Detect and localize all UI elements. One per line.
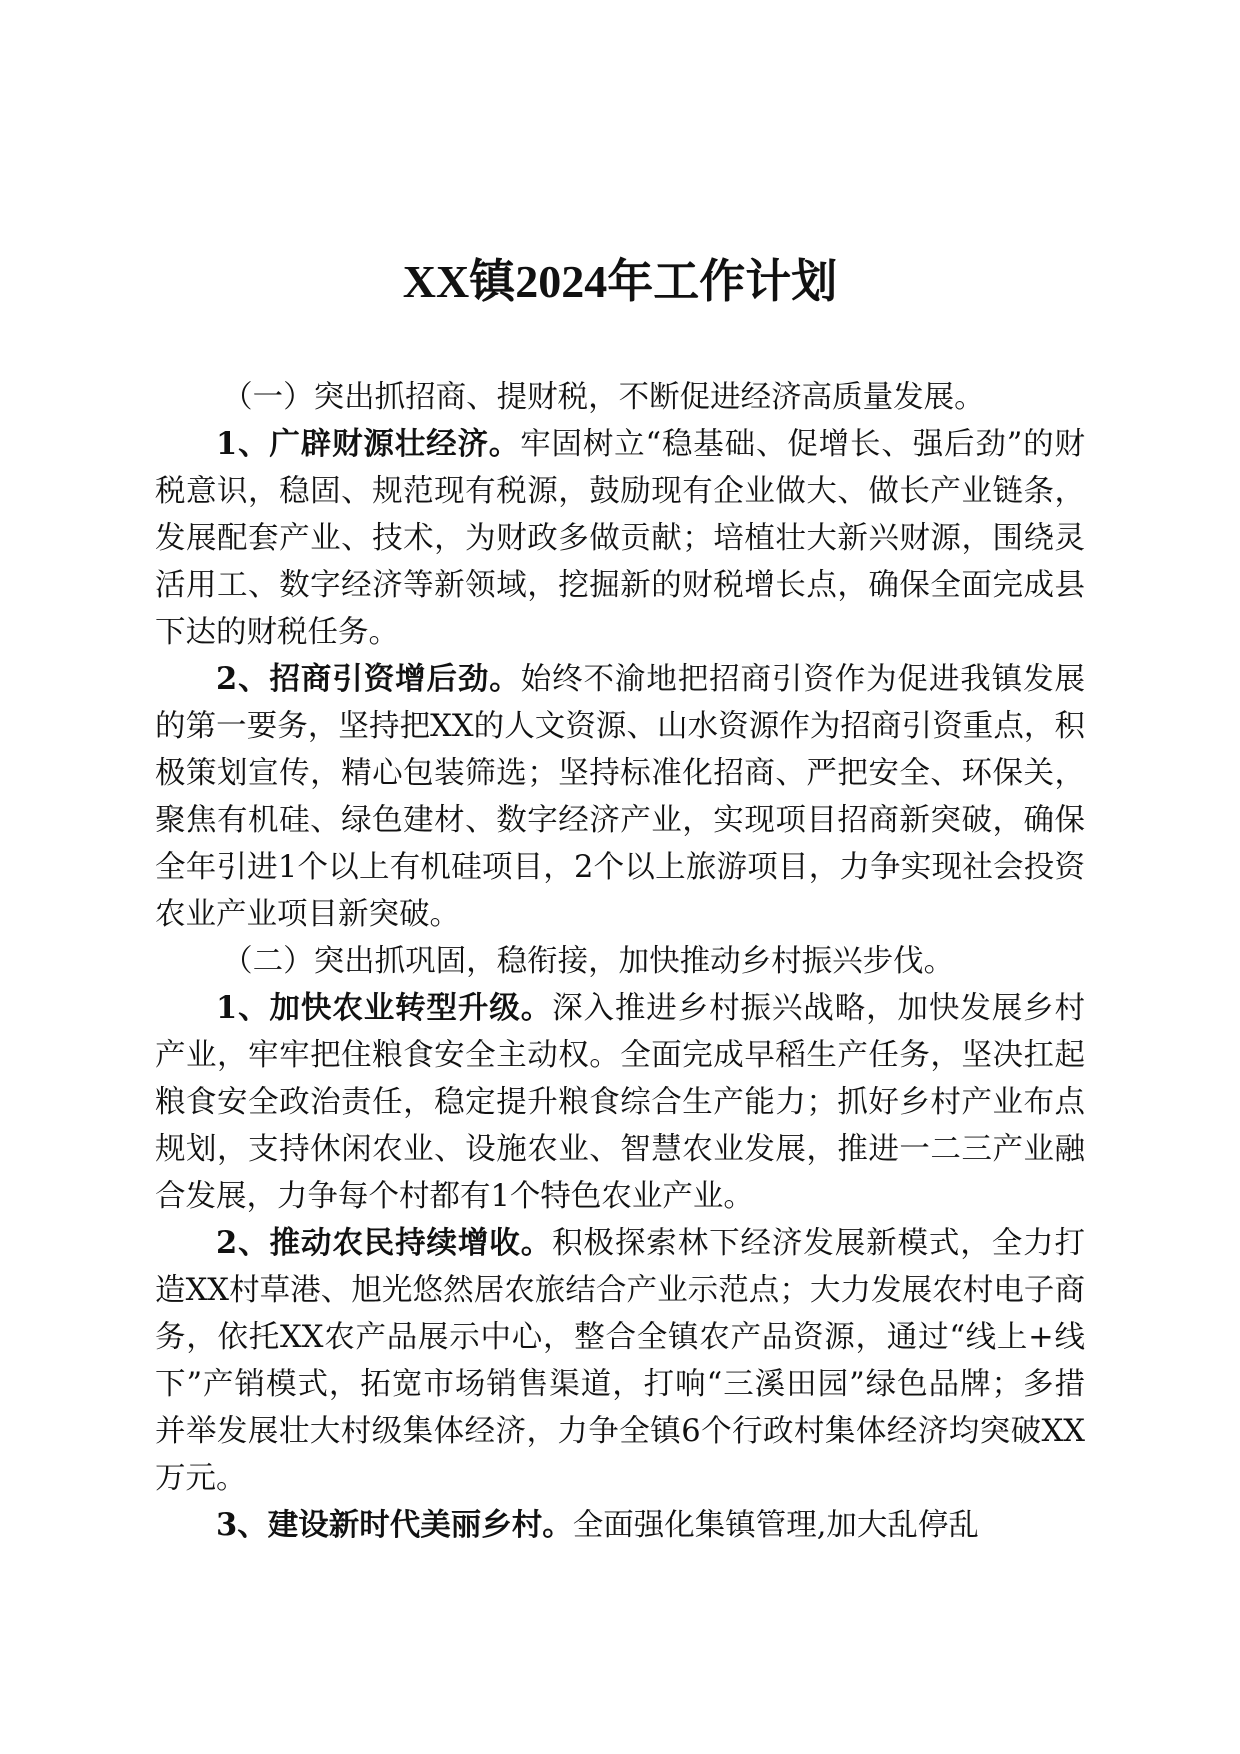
document-title: XX镇2024年工作计划	[402, 256, 838, 307]
paragraph-lead: 2、招商引资增后劲。	[216, 661, 521, 697]
section-heading-1	[155, 374, 1085, 421]
paragraph-text: （二）突出抓巩固，稳衔接，加快推动乡村振兴步伐。	[222, 944, 955, 979]
paragraph-item	[155, 656, 1085, 938]
section-heading-2	[155, 938, 1085, 985]
paragraph-lead: 1、广辟财源壮经济。	[216, 426, 521, 462]
paragraph-lead: 1、加快农业转型升级。	[216, 990, 553, 1026]
paragraph-text: 深入推进乡村振兴战略，加快发展乡村产业，牢牢把住粮食安全主动权。全面完成早稻生产任务，坚决扛起粮食安全政治责任，稳定提升粮食综合生产能力；抓好乡村产业布点规划，支持休闲农业、设施农业、智慧农业发展，推进一二三产业融合发展，力争每个村都有1个特色农业产业。	[155, 991, 1085, 1214]
paragraph-text: 全面强化集镇管理,加大乱停乱	[572, 1508, 979, 1543]
document-body	[155, 374, 1085, 1549]
paragraph-item	[155, 985, 1085, 1220]
paragraph-item	[155, 421, 1085, 656]
paragraph-lead: 3、建设新时代美丽乡村。	[216, 1507, 573, 1543]
paragraph-text: 积极探索林下经济发展新模式，全力打造XX村草港、旭光悠然居农旅结合产业示范点；大力发展农村电子商务，依托XX农产品展示中心，整合全镇农产品资源，通过“线上+线下”产销模式，拓宽市场销售渠道，打响“三溪田园”绿色品牌；多措并举发展壮大村级集体经济，力争全镇6个行政村集体经济均突破XX万元。	[155, 1226, 1085, 1496]
paragraph-item	[155, 1220, 1085, 1502]
paragraph-text: 始终不渝地把招商引资作为促进我镇发展的第一要务，坚持把XX的人文资源、山水资源作为招商引资重点，积极策划宣传，精心包装筛选；坚持标准化招商、严把安全、环保关，聚焦有机硅、绿色建材、数字经济产业，实现项目招商新突破，确保全年引进1个以上有机硅项目，2个以上旅游项目，力争实现社会投资农业产业项目新突破。	[155, 662, 1085, 932]
paragraph-lead: 2、推动农民持续增收。	[216, 1225, 553, 1261]
paragraph-text: （一）突出抓招商、提财税，不断促进经济高质量发展。	[222, 380, 985, 415]
paragraph-text: 牢固树立“稳基础、促增长、强后劲”的财税意识，稳固、规范现有税源，鼓励现有企业做大、做长产业链条，发展配套产业、技术，为财政多做贡献；培植壮大新兴财源，围绕灵活用工、数字经济等新领域，挖掘新的财税增长点，确保全面完成县下达的财税任务。	[155, 427, 1085, 650]
paragraph-item	[155, 1502, 1085, 1549]
